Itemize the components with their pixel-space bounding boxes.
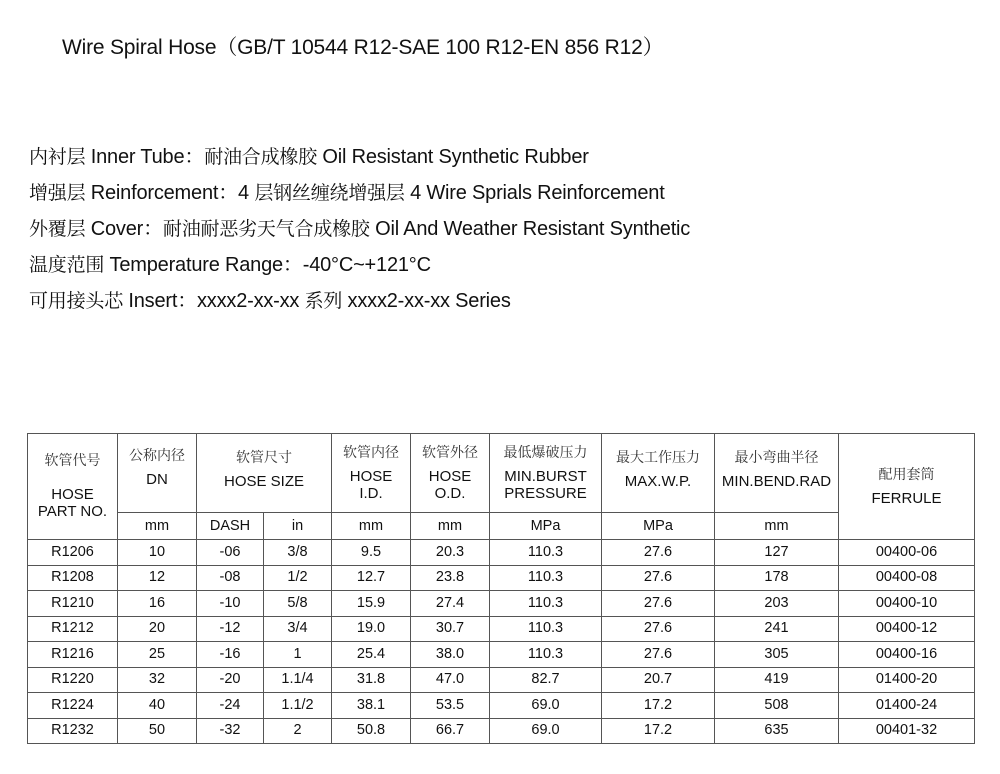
- spec-cn-value: 耐油合成橡胶: [204, 146, 318, 168]
- header-dn: [118, 434, 197, 513]
- cell-wp: 27.6: [602, 565, 715, 591]
- spec-table: [27, 433, 975, 744]
- cell-burst: 69.0: [490, 718, 602, 744]
- cell-id: 31.8: [332, 667, 411, 693]
- cell-part-no: R1208: [28, 565, 118, 591]
- header-en: HOSE: [349, 467, 393, 485]
- cell-bend: 127: [715, 540, 839, 566]
- cell-bend: 305: [715, 642, 839, 668]
- cell-ferrule: 00400-16: [839, 642, 975, 668]
- cell-burst: 110.3: [490, 616, 602, 642]
- spec-temperature: [29, 252, 690, 288]
- spec-label: Reinforcement：4: [85, 182, 255, 204]
- spec-value: -40°C~+121°C: [302, 254, 431, 276]
- cell-id: 25.4: [332, 642, 411, 668]
- header-cn: 软管尺寸: [236, 450, 292, 466]
- header-en: MIN.BURST: [504, 467, 587, 485]
- cell-dn: 12: [118, 565, 197, 591]
- header-row: [28, 434, 975, 513]
- table-body: [28, 540, 975, 744]
- cell-ferrule: 00400-08: [839, 565, 975, 591]
- cell-in: 5/8: [264, 591, 332, 617]
- cell-bend: 203: [715, 591, 839, 617]
- unit-in: in: [264, 513, 332, 540]
- header-en: DN: [146, 471, 168, 488]
- cell-in: 1/2: [264, 565, 332, 591]
- spec-cn-label: 内衬层: [29, 146, 86, 168]
- header-ferrule: [839, 434, 975, 540]
- spec-value: 4 Wire Sprials Reinforcement: [404, 182, 665, 204]
- header-cn: 最低爆破压力: [503, 444, 588, 461]
- cell-dn: 10: [118, 540, 197, 566]
- table-row: [28, 591, 975, 617]
- cell-od: 53.5: [411, 693, 490, 719]
- cell-in: 1.1/4: [264, 667, 332, 693]
- table-row: [28, 565, 975, 591]
- cell-wp: 17.2: [602, 693, 715, 719]
- unit-bend: mm: [715, 513, 839, 540]
- cell-in: 3/4: [264, 616, 332, 642]
- header-hose-size: [197, 434, 332, 513]
- header-id: [332, 434, 411, 513]
- unit-row: [28, 513, 975, 540]
- spec-cn-value: 系列: [304, 290, 343, 312]
- unit-dn: mm: [118, 513, 197, 540]
- header-en: O.D.: [434, 484, 466, 502]
- header-max-wp: [602, 434, 715, 513]
- cell-part-no: R1224: [28, 693, 118, 719]
- cell-bend: 419: [715, 667, 839, 693]
- header-cn: 公称内径: [129, 448, 185, 464]
- cell-wp: 20.7: [602, 667, 715, 693]
- cell-dn: 32: [118, 667, 197, 693]
- cell-od: 38.0: [411, 642, 490, 668]
- cell-dash: -12: [197, 616, 264, 642]
- cell-id: 19.0: [332, 616, 411, 642]
- cell-part-no: R1206: [28, 540, 118, 566]
- cell-part-no: R1210: [28, 591, 118, 617]
- spec-value: Oil Resistant Synthetic Rubber: [317, 146, 589, 168]
- cell-in: 3/8: [264, 540, 332, 566]
- cell-dash: -20: [197, 667, 264, 693]
- cell-burst: 110.3: [490, 540, 602, 566]
- header-part-no: [28, 434, 118, 540]
- spec-label: Inner Tube：: [85, 146, 205, 168]
- cell-wp: 17.2: [602, 718, 715, 744]
- cell-dn: 25: [118, 642, 197, 668]
- cell-dash: -10: [197, 591, 264, 617]
- cell-in: 1: [264, 642, 332, 668]
- unit-dash: DASH: [197, 513, 264, 540]
- cell-burst: 82.7: [490, 667, 602, 693]
- page-title: Wire Spiral Hose（GB/T 10544 R12-SAE 100 R12-EN 856 R12）: [62, 36, 664, 59]
- spec-inner-tube: [29, 144, 690, 180]
- header-cn: 软管内径: [343, 444, 399, 461]
- header-en: I.D.: [359, 484, 383, 502]
- header-burst-pressure: [490, 434, 602, 513]
- cell-wp: 27.6: [602, 540, 715, 566]
- header-en: HOSE: [51, 486, 94, 503]
- cell-dash: -16: [197, 642, 264, 668]
- cell-part-no: R1216: [28, 642, 118, 668]
- cell-part-no: R1232: [28, 718, 118, 744]
- spec-cn-label: 增强层: [29, 182, 86, 204]
- header-od: [411, 434, 490, 513]
- cell-od: 30.7: [411, 616, 490, 642]
- spec-cn-label: 温度范围: [29, 254, 105, 276]
- spec-label: Cover：: [85, 218, 163, 240]
- cell-ferrule: 00400-12: [839, 616, 975, 642]
- header-min-bend-rad: [715, 434, 839, 513]
- spec-cover: [29, 216, 690, 252]
- cell-od: 20.3: [411, 540, 490, 566]
- cell-burst: 110.3: [490, 565, 602, 591]
- cell-ferrule: 01400-20: [839, 667, 975, 693]
- unit-wp: MPa: [602, 513, 715, 540]
- cell-dash: -24: [197, 693, 264, 719]
- cell-ferrule: 00400-06: [839, 540, 975, 566]
- table-row: [28, 642, 975, 668]
- cell-wp: 27.6: [602, 616, 715, 642]
- cell-id: 50.8: [332, 718, 411, 744]
- cell-dn: 50: [118, 718, 197, 744]
- cell-part-no: R1212: [28, 616, 118, 642]
- header-en: HOSE SIZE: [223, 473, 305, 490]
- table-row: [28, 540, 975, 566]
- cell-dn: 20: [118, 616, 197, 642]
- spec-value: Oil And Weather Resistant Synthetic: [369, 218, 691, 240]
- spec-cn-label: 可用接头芯: [29, 290, 124, 312]
- table-row: [28, 718, 975, 744]
- header-en: FERRULE: [871, 489, 942, 507]
- cell-wp: 27.6: [602, 642, 715, 668]
- cell-od: 23.8: [411, 565, 490, 591]
- cell-dn: 16: [118, 591, 197, 617]
- cell-bend: 635: [715, 718, 839, 744]
- cell-burst: 69.0: [490, 693, 602, 719]
- cell-od: 27.4: [411, 591, 490, 617]
- cell-dn: 40: [118, 693, 197, 719]
- cell-od: 47.0: [411, 667, 490, 693]
- unit-id: mm: [332, 513, 411, 540]
- table-row: [28, 667, 975, 693]
- unit-burst: MPa: [490, 513, 602, 540]
- header-en: MIN.BEND.RAD: [721, 473, 832, 490]
- header-cn: 最小弯曲半径: [734, 450, 819, 466]
- cell-wp: 27.6: [602, 591, 715, 617]
- cell-burst: 110.3: [490, 591, 602, 617]
- cell-bend: 508: [715, 693, 839, 719]
- spec-list: [29, 144, 690, 324]
- spec-label: Insert：xxxx2-xx-xx: [123, 290, 305, 312]
- cell-id: 12.7: [332, 565, 411, 591]
- header-cn: 配用套筒: [878, 466, 935, 483]
- cell-dash: -06: [197, 540, 264, 566]
- header-cn: 软管代号: [44, 453, 101, 469]
- spec-cn-value: 层钢丝缠绕增强层: [254, 182, 405, 204]
- header-cn: 软管外径: [422, 444, 478, 461]
- unit-od: mm: [411, 513, 490, 540]
- cell-dash: -32: [197, 718, 264, 744]
- cell-ferrule: 00401-32: [839, 718, 975, 744]
- cell-part-no: R1220: [28, 667, 118, 693]
- cell-bend: 241: [715, 616, 839, 642]
- table-row: [28, 616, 975, 642]
- cell-id: 9.5: [332, 540, 411, 566]
- cell-id: 15.9: [332, 591, 411, 617]
- header-en: PART NO.: [37, 503, 108, 520]
- cell-dash: -08: [197, 565, 264, 591]
- header-en: HOSE: [428, 467, 472, 485]
- spec-value: xxxx2-xx-xx Series: [342, 290, 511, 312]
- cell-bend: 178: [715, 565, 839, 591]
- cell-id: 38.1: [332, 693, 411, 719]
- cell-in: 1.1/2: [264, 693, 332, 719]
- spec-cn-value: 耐油耐恶劣天气合成橡胶: [162, 218, 370, 240]
- cell-ferrule: 01400-24: [839, 693, 975, 719]
- cell-od: 66.7: [411, 718, 490, 744]
- cell-burst: 110.3: [490, 642, 602, 668]
- header-en: MAX.W.P.: [624, 473, 692, 490]
- header-cn: 最大工作压力: [616, 450, 700, 466]
- cell-ferrule: 00400-10: [839, 591, 975, 617]
- spec-reinforcement: [29, 180, 690, 216]
- cell-in: 2: [264, 718, 332, 744]
- spec-insert: [29, 288, 690, 324]
- spec-label: Temperature Range：: [104, 254, 303, 276]
- table-row: [28, 693, 975, 719]
- header-en: PRESSURE: [504, 484, 587, 502]
- spec-cn-label: 外覆层: [29, 218, 86, 240]
